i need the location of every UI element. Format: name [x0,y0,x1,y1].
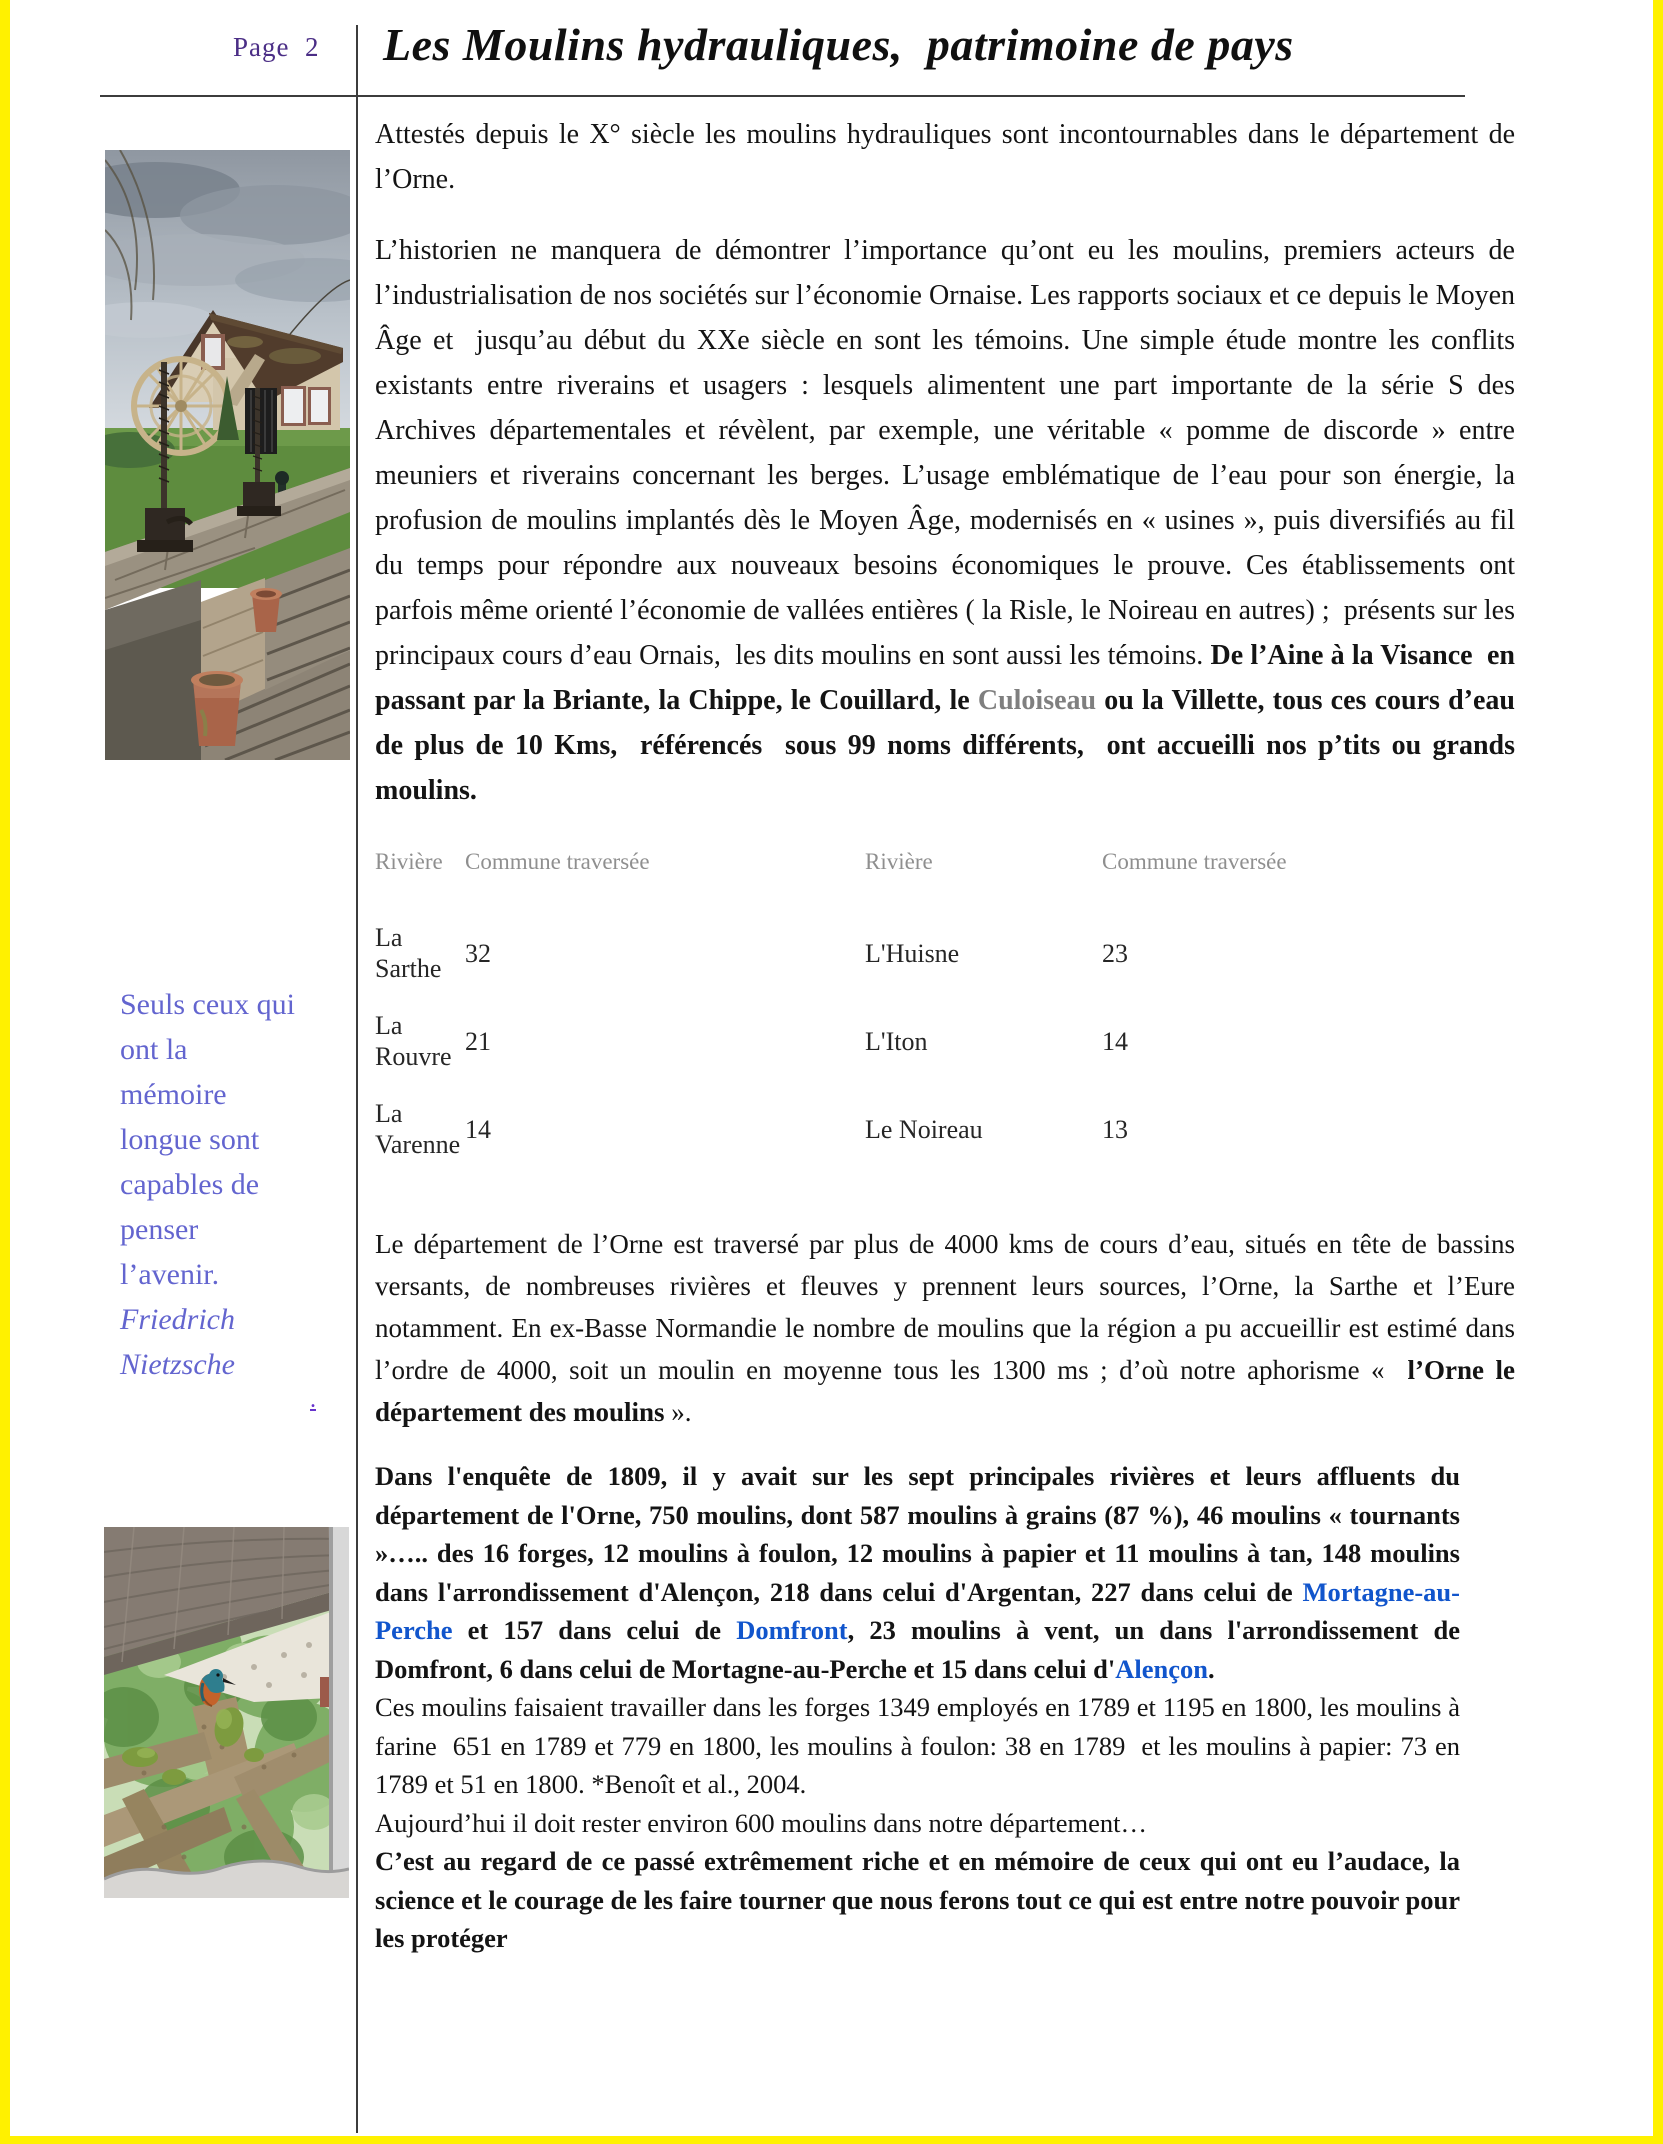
table-row [375,997,1515,1085]
table-header-commune: Commune traversée [465,849,650,874]
table-cell-count: 32 [465,938,491,968]
text-run-aphorism: l’Orne le département des moulins [375,1355,1522,1427]
link-mortagne-au-perche[interactable]: Mortagne-au-Perche [375,1576,1460,1645]
table-cell-river: L'Iton [865,1026,928,1056]
kingfisher-photo [104,1527,349,1898]
lower-text-block [375,1457,1467,1958]
body-paragraph-geography [375,1223,1522,1433]
body-paragraph-intro: Attestés depuis le X° siècle les moulins hydrauliques sont incontournables dans le département de l’Orne. [375,119,1522,195]
text-run: Ces moulins faisaient travailler dans les forges 1349 employés en 1789 et 1195 en 1800, les moulins à farine 651 en 1789 et 779 en 1800, les moulins à foulon: 38 en 1789 et les moulins à papier: 73 en 1789 et 51 en 1800. *Benoît et al., 2004. [375,1692,1467,1799]
header-rule [100,95,1465,97]
quote-line: l’avenir. [120,1258,220,1291]
table-cell-river: La Rouvre [375,1011,452,1071]
table-cell-river: La Sarthe [375,923,442,983]
table-header-commune: Commune traversée [1102,849,1287,874]
table-header-riviere: Rivière [375,849,443,874]
text-run-culoiseau: Culoiseau [977,685,1097,716]
quote-line: penser [120,1213,199,1246]
text-run-bold: . [1207,1653,1215,1684]
text-run: Aujourd’hui il doit rester environ 600 moulins dans notre département… [375,1807,1148,1838]
table-row [375,909,1515,997]
main-text-column [375,112,1522,1958]
watermill-photo [105,150,350,760]
quote-line: ont la [120,1033,188,1066]
text-run-bold: De l’Aine à la Visance en passant par la Briante, la Chippe, le Couillard, le [375,640,1522,716]
text-run-bold: Dans l'enquête de 1809, il y avait sur les sept principales rivières et leurs affluents du département de l'Orne, 750 moulins, dont 587 moulins à grains (87 %), 46 moulins « tournants »….. des 16 forges, 12 moulins à foulon, 12 moulins à papier et 11 moulins à tan, 148 moulins dans l'arrondissement d'Alençon, 218 dans celui d'Argentan, 227 dans celui de [375,1461,1467,1607]
text-run: Le département de l’Orne est traversé par plus de 4000 kms de cours d’eau, situés en tête de bassins versants, de nombreuses rivières et fleuves y prennent leurs sources, l’Orne, la Sarthe et l’Eure notamment. En ex-Basse Normandie le nombre de moulins que la région a pu accueillir est estimé dans l’ordre de 4000, soit un moulin en moyenne tous les 1300 ms ; d’où notre aphorisme « [375,1229,1522,1385]
quote-line: mémoire [120,1078,227,1111]
column-separator-line [356,25,358,2133]
page-border-right [1653,0,1663,2144]
text-run-bold: et 157 dans celui de [452,1615,737,1645]
body-paragraph-survey-1809 [375,1457,1467,1688]
table-cell-count: 14 [1102,1026,1128,1056]
quote-author: Friedrich [120,1303,235,1336]
page-number: Page 2 [233,32,320,62]
table-header-riviere: Rivière [865,849,933,874]
rivers-table [375,849,1515,1173]
page-title: Les Moulins hydrauliques, patrimoine de pays [383,19,1294,70]
table-cell-count: 23 [1102,938,1128,968]
dot-link[interactable]: . [310,1387,316,1413]
link-alencon[interactable]: Alençon [1115,1653,1208,1684]
quote-line: capables de [120,1168,260,1201]
text-run-bold: , 23 moulins à vent, un dans l'arrondissement de Domfront, 6 dans celui de Mortagne-au-Perche et 15 dans celui d' [375,1615,1467,1684]
body-paragraph-workers [375,1688,1467,1842]
text-run: ». [664,1397,692,1427]
table-cell-count: 13 [1102,1114,1128,1144]
quote-line: longue sont [120,1123,260,1156]
page-border-bottom [0,2136,1663,2144]
sidebar-quote [120,982,345,1387]
table-cell-count: 21 [465,1026,491,1056]
body-paragraph-conclusion: C’est au regard de ce passé extrêmement riche et en mémoire de ceux qui ont eu l’audace, la science et le courage de les faire tourner que nous ferons tout ce qui est entre notre pouvoir pour les protéger [375,1846,1467,1953]
page-border-left [0,0,10,2144]
table-row [375,1085,1515,1173]
table-header-row [375,849,1515,875]
quote-author: Nietzsche [120,1348,235,1381]
table-cell-river: L'Huisne [865,938,960,968]
table-cell-count: 14 [465,1114,491,1144]
text-run-bold: ou la Villette, tous ces cours d’eau de plus de 10 Kms, référencés sous 99 noms différents, ont accueilli nos p’tits ou grands moulins. [375,685,1522,806]
text-run: L’historien ne manquera de démontrer l’importance qu’ont eu les moulins, premiers acteurs de l’industrialisation de nos sociétés sur l’économie Ornaise. Les rapports sociaux et ce depuis le Moyen Âge et jusqu’au début du XXe siècle en sont les témoins. Une simple étude montre les conflits existants entre riverains et usagers : lesquels alimentent une part importante de la série S des Archives départementales et révèlent, par exemple, une véritable « pomme de discorde » entre meuniers et riverains concernant les berges. L’usage emblématique de l’eau pour son énergie, la profusion de moulins implantés dès le Moyen Âge, modernisés en « usines », puis diversifiés au fil du temps pour répondre aux nouveaux besoins économiques le prouve. Ces établissements ont parfois même orienté l’économie de vallées entières ( la Risle, le Noireau en autres) ; présents sur les principaux cours d’eau Ornais, les dits moulins en sont aussi les témoins. [375,235,1522,671]
body-paragraph-history [375,228,1522,813]
quote-line: Seuls ceux qui [120,988,295,1021]
link-domfront[interactable]: Domfront [736,1615,848,1645]
table-cell-river: La Varenne [375,1099,461,1159]
table-cell-river: Le Noireau [865,1114,983,1144]
